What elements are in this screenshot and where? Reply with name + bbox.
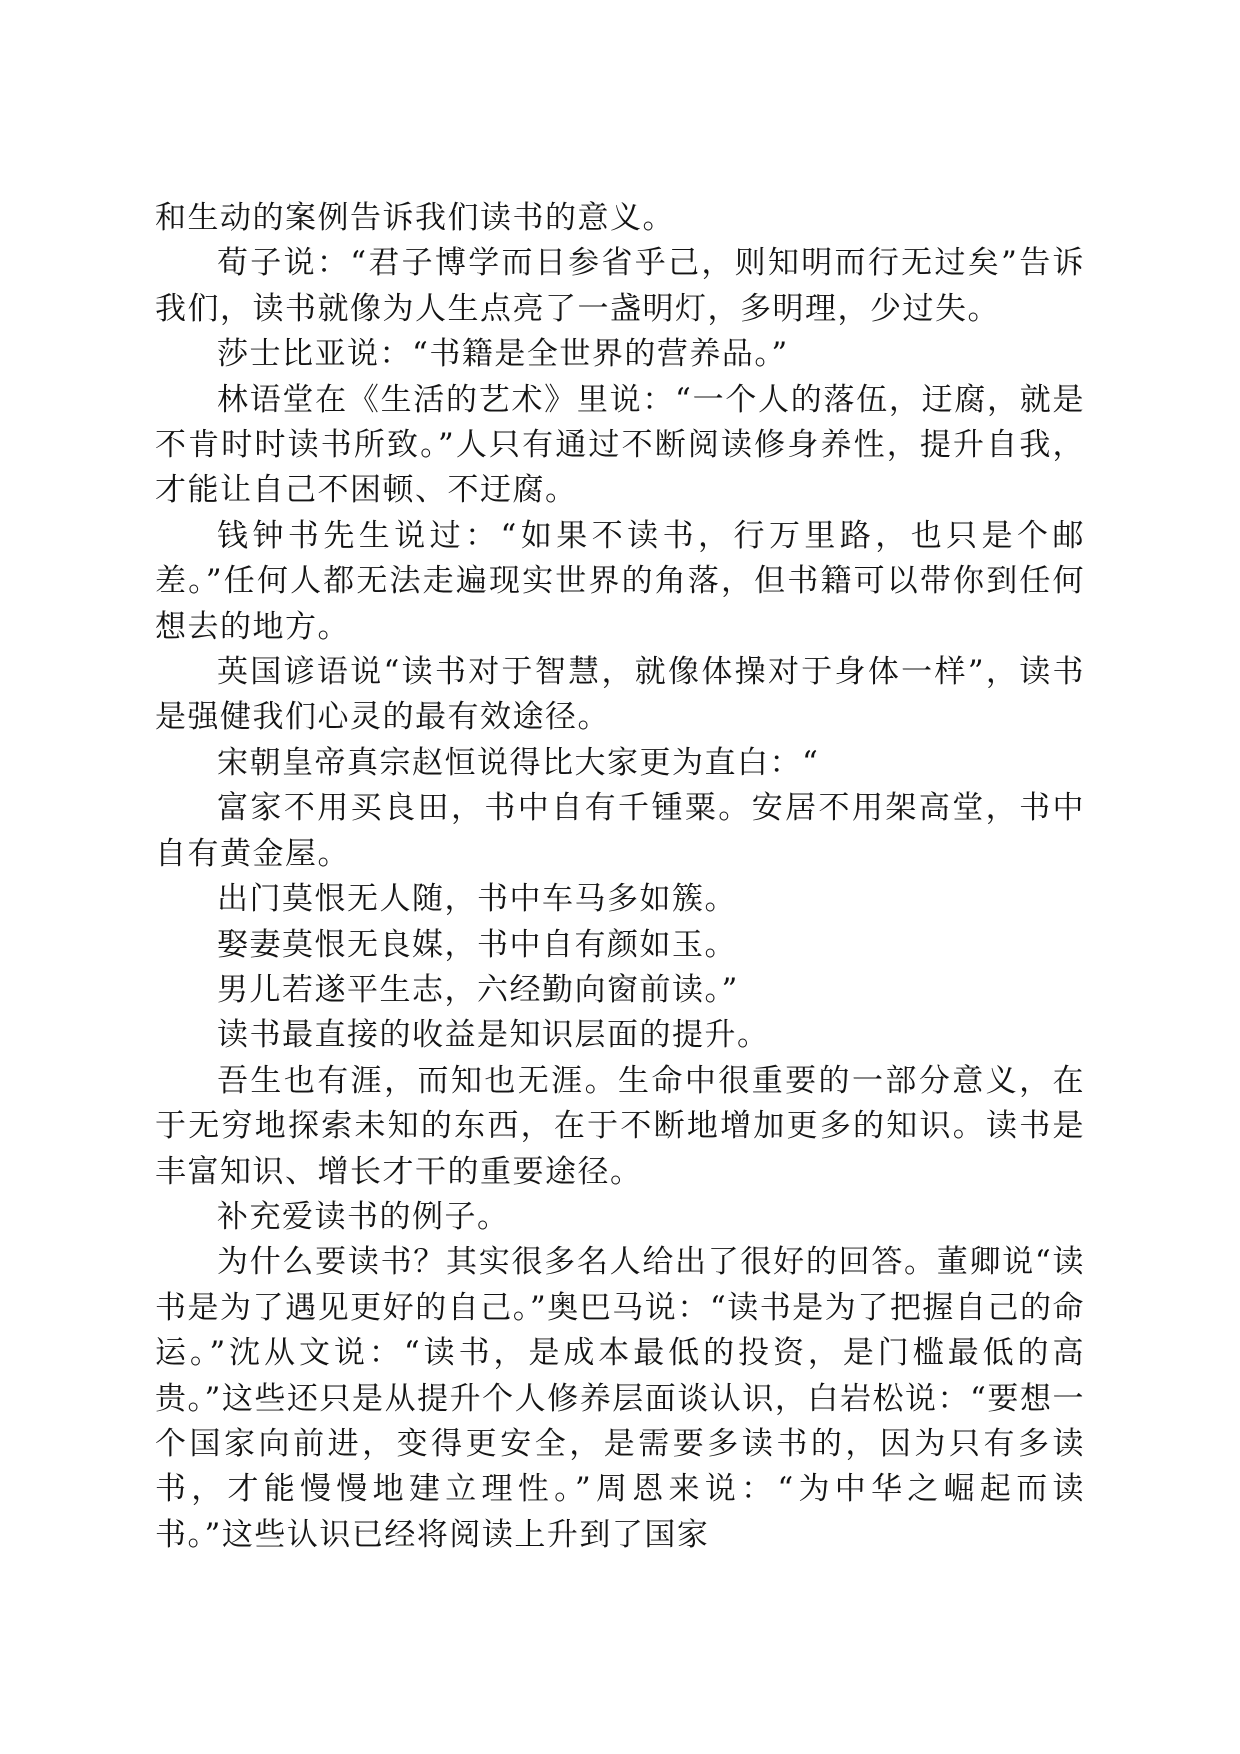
paragraph: 富家不用买良田，书中自有千锺粟。安居不用架高堂，书中自有黄金屋。	[155, 790, 1085, 872]
paragraph: 吾生也有涯，而知也无涯。生命中很重要的一部分意义，在于无穷地探索未知的东西，在于不断地增加更多的知识。读书是丰富知识、增长才干的重要途径。	[155, 1062, 1085, 1190]
paragraph: 英国谚语说“读书对于智慧，就像体操对于身体一样”，读书是强健我们心灵的最有效途径。	[155, 654, 1085, 736]
paragraph: 和生动的案例告诉我们读书的意义。	[155, 200, 675, 236]
paragraph: 莎士比亚说：“书籍是全世界的营养品。”	[217, 336, 789, 373]
paragraph: 林语堂在《生活的艺术》里说：“一个人的落伍，迂腐，就是不肯时时读书所致。”人只有通过不断阅读修身养性，提升自我，才能让自己不困顿、不迂腐。	[155, 381, 1085, 509]
paragraph: 为什么要读书？其实很多名人给出了很好的回答。董卿说“读书是为了遇见更好的自己。”奥巴马说：“读书是为了把握自己的命运。”沈从文说：“读书，是成本最低的投资，是门槛最低的高贵。”这些还只是从提升个人修养层面谈认识，白岩松说：“要想一个国家向前进，变得更安全，是需要多读书的，因为只有多读书，才能慢慢地建立理性。”周恩来说：“为中华之崛起而读书。”这些认识已经将阅读上升到了国家	[155, 1244, 1085, 1553]
paragraph: 补充爱读书的例子。	[217, 1198, 510, 1235]
paragraph: 男儿若遂平生志，六经勤向窗前读。”	[217, 971, 739, 1008]
paragraph: 荀子说：“君子博学而日参省乎己，则知明而行无过矣”告诉我们，读书就像为人生点亮了一盏明灯，多明理，少过失。	[155, 245, 1085, 327]
paragraph: 宋朝皇帝真宗赵恒说得比大家更为直白：“	[217, 744, 820, 781]
paragraph: 娶妻莫恨无良媒，书中自有颜如玉。	[217, 926, 737, 963]
paragraph: 读书最直接的收益是知识层面的提升。	[217, 1017, 770, 1054]
paragraph: 出门莫恨无人随，书中车马多如簇。	[217, 881, 737, 918]
document-body	[155, 196, 1085, 1558]
paragraph: 钱钟书先生说过：“如果不读书，行万里路，也只是个邮差。”任何人都无法走遍现实世界的角落，但书籍可以带你到任何想去的地方。	[155, 517, 1085, 645]
